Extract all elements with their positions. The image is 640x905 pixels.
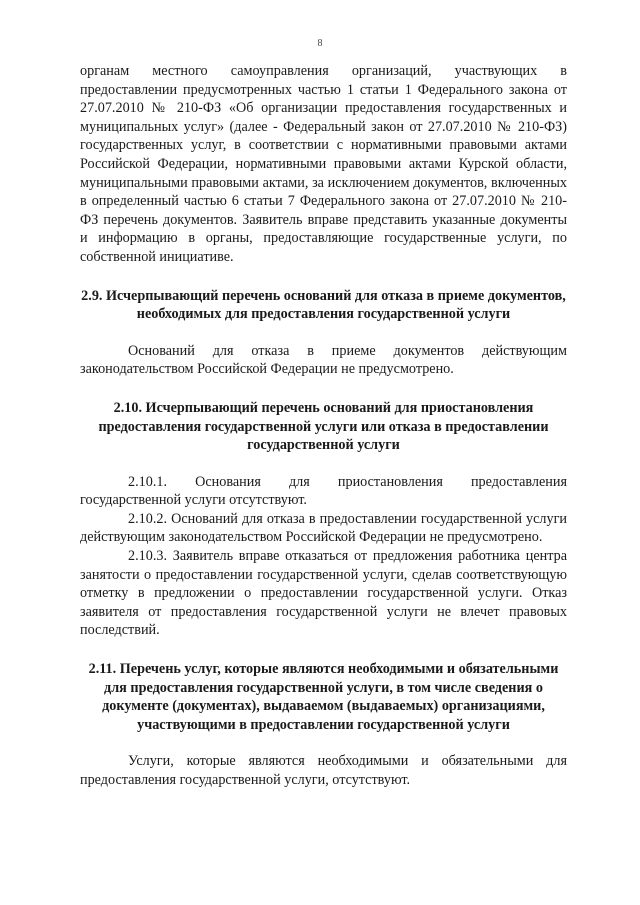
section-2-9-heading: 2.9. Исчерпывающий перечень оснований для отказа в приеме документов, необходимых для предоставления государственной услуги: [81, 287, 566, 323]
section-2-10-2-paragraph: 2.10.2. Оснований для отказа в предоставлении государственной услуги действующим законодательством Российской Федерации не предусмотрено.: [80, 510, 567, 546]
section-2-10-heading: 2.10. Исчерпывающий перечень оснований для приостановления предоставления государственной услуги или отказа в предоставлении государственной услуги: [98, 399, 549, 454]
intro-paragraph: органам местного самоуправления организаций, участвующих в предоставлении предусмотренных частью 1 статьи 1 Федерального закона от 27.07.2010 № 210-ФЗ «Об организации предоставления государственных и муниципальных услуг» (далее - Федеральный закон от 27.07.2010 № 210-ФЗ) государственных услуг, в соответствии с нормативными правовыми актами Российской Федерации, нормативными правовыми актами Курской области, муниципальными правовыми актами, за исключением документов, включенных в определенный частью 6 статьи 7 Федерального закона от 27.07.2010 № 210-ФЗ перечень документов. Заявитель вправе представить указанные документы и информацию в органы, предоставляющие государственные услуги, по собственной инициативе.: [80, 63, 567, 265]
section-2-10-1-paragraph: 2.10.1. Основания для приостановления предоставления государственной услуги отсутствуют.: [80, 473, 567, 509]
section-2-11-heading: 2.11. Перечень услуг, которые являются необходимыми и обязательными для предоставления государственной услуги, в том числе сведения о документе (документах), выдаваемом (выдаваемых) организациями, участвующими в предоставлении государственной услуги: [88, 661, 559, 733]
section-2-10-3-paragraph: 2.10.3. Заявитель вправе отказаться от предложения работника центра занятости о предоставлении государственной услуги, сделав соответствующую отметку в предложении о предоставлении государственной услуги. Отказ заявителя от предоставления государственной услуги не влечет правовых последствий.: [80, 548, 567, 639]
section-2-9-paragraph: Оснований для отказа в приеме документов действующим законодательством Российской Федерации не предусмотрено.: [80, 342, 567, 378]
section-2-11-paragraph: Услуги, которые являются необходимыми и обязательными для предоставления государственной услуги, отсутствуют.: [80, 753, 567, 788]
document-body: [80, 62, 567, 790]
page-number: 8: [317, 38, 323, 49]
